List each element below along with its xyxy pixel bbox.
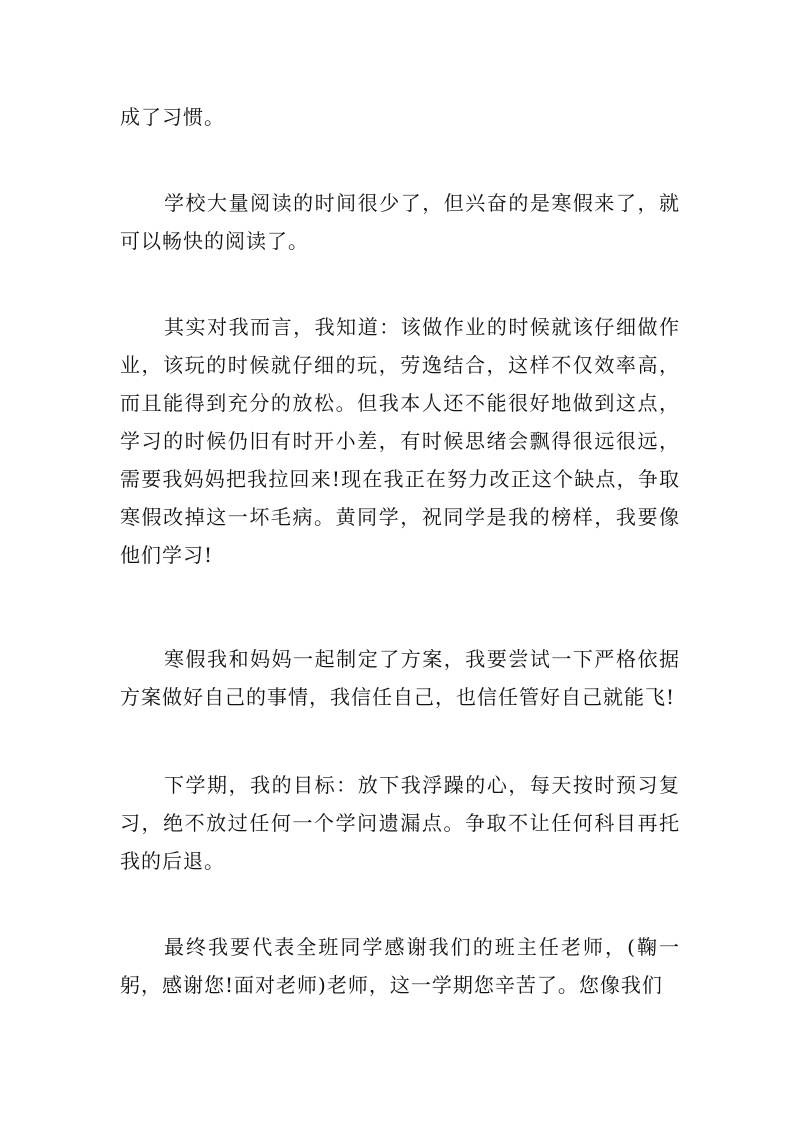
paragraph-text: 下学期，我的目标：放下我浮躁的心，每天按时预习复习，绝不放过任何一个学问遗漏点。争取不让任何科目再托我的后退。 [120,773,680,873]
paragraph-habits [120,308,680,574]
paragraph-winter-plan [120,640,680,716]
paragraph-reading [120,184,680,260]
paragraph-continuation [120,98,680,136]
paragraph-thanks-teacher [120,928,680,1004]
paragraph-text: 最终我要代表全班同学感谢我们的班主任老师，(鞠一躬，感谢您!面对老师)老师，这一学期您辛苦了。您像我们 [120,935,680,997]
paragraph-text: 成了习惯。 [120,105,225,129]
paragraph-text: 寒假我和妈妈一起制定了方案，我要尝试一下严格依据方案做好自己的事情，我信任自己，也信任管好自己就能飞! [120,647,680,709]
paragraph-next-term-goals [120,766,680,880]
paragraph-text: 学校大量阅读的时间很少了，但兴奋的是寒假来了，就可以畅快的阅读了。 [120,191,680,253]
paragraph-text: 其实对我而言，我知道：该做作业的时候就该仔细做作业，该玩的时候就仔细的玩，劳逸结合，这样不仅效率高，而且能得到充分的放松。但我本人还不能很好地做到这点，学习的时候仍旧有时开小差，有时候思绪会飘得很远很远，需要我妈妈把我拉回来!现在我正在努力改正这个缺点，争取寒假改掉这一坏毛病。黄同学，祝同学是我的榜样，我要像他们学习! [120,315,680,567]
